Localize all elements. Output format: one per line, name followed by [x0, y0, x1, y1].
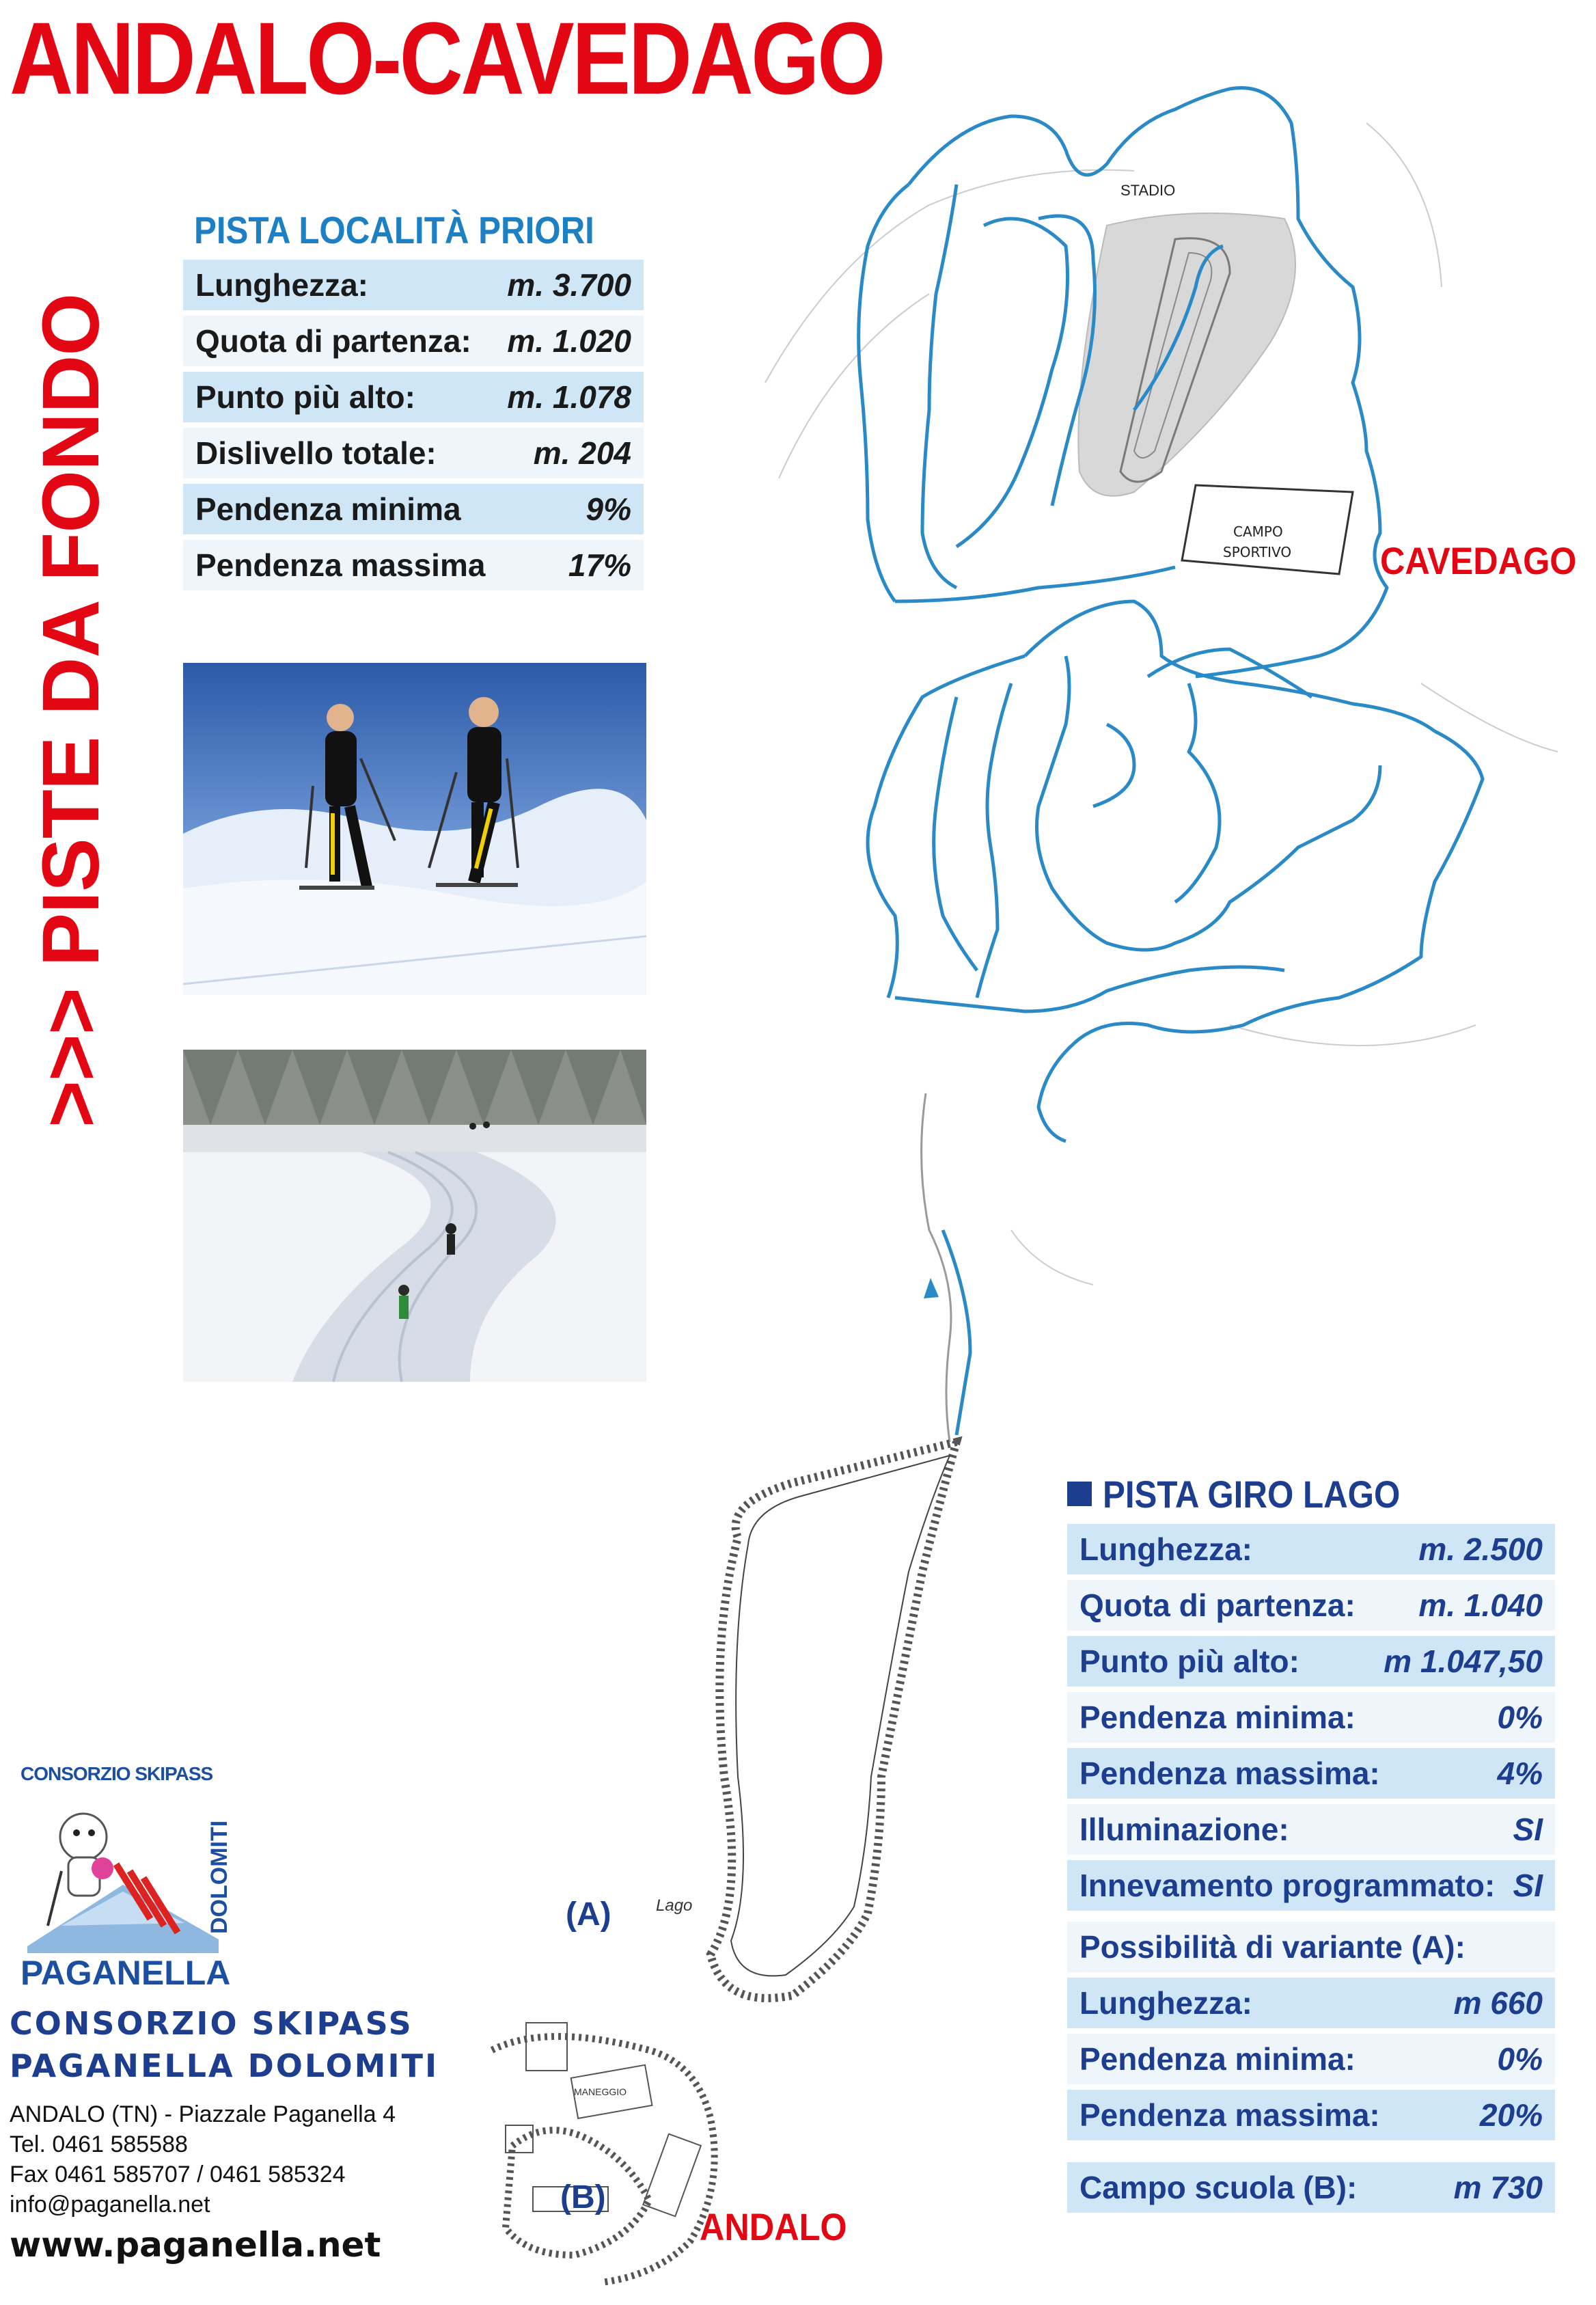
- pista-priori-heading: [183, 205, 644, 254]
- spec-row: [1067, 1580, 1555, 1631]
- spec-row: [183, 372, 644, 422]
- spec-label: Pendenza minima: [195, 491, 461, 527]
- spec-row: [183, 260, 644, 310]
- school-b-marker: [560, 2179, 606, 2216]
- spec-value: m. 2.500: [1418, 1531, 1543, 1567]
- pista-priori-title: PISTA LOCALITÀ PRIORI: [194, 208, 594, 251]
- spec-row: [1067, 1860, 1555, 1911]
- spec-label: Punto più alto:: [195, 379, 415, 415]
- spec-label: Lunghezza:: [1079, 1531, 1252, 1567]
- town-label-cavedago: CAVEDAGO: [1380, 539, 1577, 582]
- spec-row: [183, 484, 644, 534]
- spec-row: [1067, 1978, 1555, 2028]
- page-title: ANDALO-CAVEDAGO: [10, 1, 883, 115]
- square-bullet-icon: [1067, 1482, 1092, 1506]
- spec-label: Illuminazione:: [1079, 1812, 1289, 1847]
- spec-label: Pendenza massima:: [1079, 2097, 1380, 2133]
- spec-value: m. 204: [533, 435, 631, 471]
- website-link[interactable]: www.paganella.net: [10, 2225, 381, 2265]
- town-label-andalo: ANDALO: [700, 2205, 847, 2248]
- logo-top-text: CONSORZIO SKIPASS: [20, 1763, 213, 1784]
- spec-row: [183, 428, 644, 478]
- spec-label: Dislivello totale:: [195, 435, 437, 471]
- school-label: Campo scuola (B):: [1079, 2170, 1358, 2205]
- spec-label: Lunghezza:: [1079, 1985, 1252, 2021]
- spec-value: m. 1.040: [1418, 1587, 1543, 1623]
- spec-value: m. 1.020: [507, 323, 631, 359]
- photo-snow-trail: [183, 1050, 646, 1382]
- photo-skiers: [183, 663, 646, 995]
- address-text: ANDALO (TN) - Piazzale Paganella 4: [10, 2101, 396, 2127]
- spec-value: m. 1.078: [507, 379, 631, 415]
- spec-label: Pendenza massima:: [1079, 1756, 1380, 1791]
- variant-title-row: [1067, 1922, 1555, 1972]
- spec-label: Quota di partenza:: [195, 323, 471, 359]
- spec-row: [1067, 1692, 1555, 1743]
- campo-label-2: SPORTIVO: [1223, 544, 1292, 560]
- spec-value: 20%: [1479, 2097, 1543, 2133]
- spec-label: Pendenza massima: [195, 547, 486, 583]
- variant-title: Possibilità di variante (A):: [1079, 1929, 1466, 1965]
- spec-value: m. 3.700: [507, 267, 631, 303]
- variant-a-marker: [566, 1896, 611, 1933]
- phone-text: Tel. 0461 585588: [10, 2131, 188, 2157]
- variant-a-label: (A): [566, 1896, 611, 1933]
- spec-row: [1067, 1524, 1555, 1574]
- logo-bottom-text: PAGANELLA: [20, 1954, 231, 1992]
- spec-label: Pendenza minima:: [1079, 2041, 1356, 2077]
- spec-value: 4%: [1497, 1756, 1543, 1791]
- spec-label: Lunghezza:: [195, 267, 368, 303]
- spec-row: [1067, 1636, 1555, 1687]
- org-name-line-2: PAGANELLA DOLOMITI: [10, 2047, 439, 2084]
- spec-value: m 660: [1453, 1985, 1543, 2021]
- spec-value: SI: [1513, 1868, 1543, 1903]
- pista-priori-table: [183, 205, 644, 590]
- spec-value: 9%: [586, 491, 631, 527]
- spec-value: m 1.047,50: [1384, 1643, 1543, 1679]
- spec-value: SI: [1513, 1812, 1543, 1847]
- fax-text: Fax 0461 585707 / 0461 585324: [10, 2161, 346, 2187]
- spec-row: [183, 540, 644, 590]
- spec-row: [183, 316, 644, 366]
- school-row: [1067, 2162, 1555, 2213]
- maneggio-label: MANEGGIO: [574, 2086, 627, 2097]
- campo-label-1: CAMPO: [1233, 523, 1283, 540]
- logo-side-text: DOLOMITI: [206, 1820, 232, 1934]
- spec-row: [1067, 1748, 1555, 1799]
- spec-label: Pendenza minima:: [1079, 1700, 1356, 1735]
- contact-block: [10, 2002, 439, 2265]
- spec-value: 0%: [1497, 1700, 1543, 1735]
- pista-lago-table: [1067, 1469, 1555, 2213]
- spec-label: Innevamento programmato:: [1079, 1868, 1496, 1903]
- lago-label: Lago: [656, 1896, 693, 1915]
- spec-row: [1067, 1804, 1555, 1855]
- vertical-section-title: >>> PISTE DA FONDO: [26, 293, 116, 1128]
- spec-value: 17%: [568, 547, 631, 583]
- spec-value: 0%: [1497, 2041, 1543, 2077]
- stadio-label: STADIO: [1120, 182, 1176, 199]
- email-link[interactable]: info@paganella.net: [10, 2192, 210, 2218]
- school-value: m 730: [1453, 2170, 1543, 2205]
- org-name-line-1: CONSORZIO SKIPASS: [10, 2005, 413, 2042]
- spec-label: Punto più alto:: [1079, 1643, 1299, 1679]
- pista-lago-title: PISTA GIRO LAGO: [1103, 1472, 1401, 1516]
- school-b-label: (B): [560, 2179, 606, 2215]
- consorzio-logo: [20, 1763, 232, 1992]
- spec-row: [1067, 2034, 1555, 2084]
- spec-label: Quota di partenza:: [1079, 1587, 1356, 1623]
- spec-row: [1067, 2090, 1555, 2140]
- pista-lago-heading: [1067, 1469, 1555, 1518]
